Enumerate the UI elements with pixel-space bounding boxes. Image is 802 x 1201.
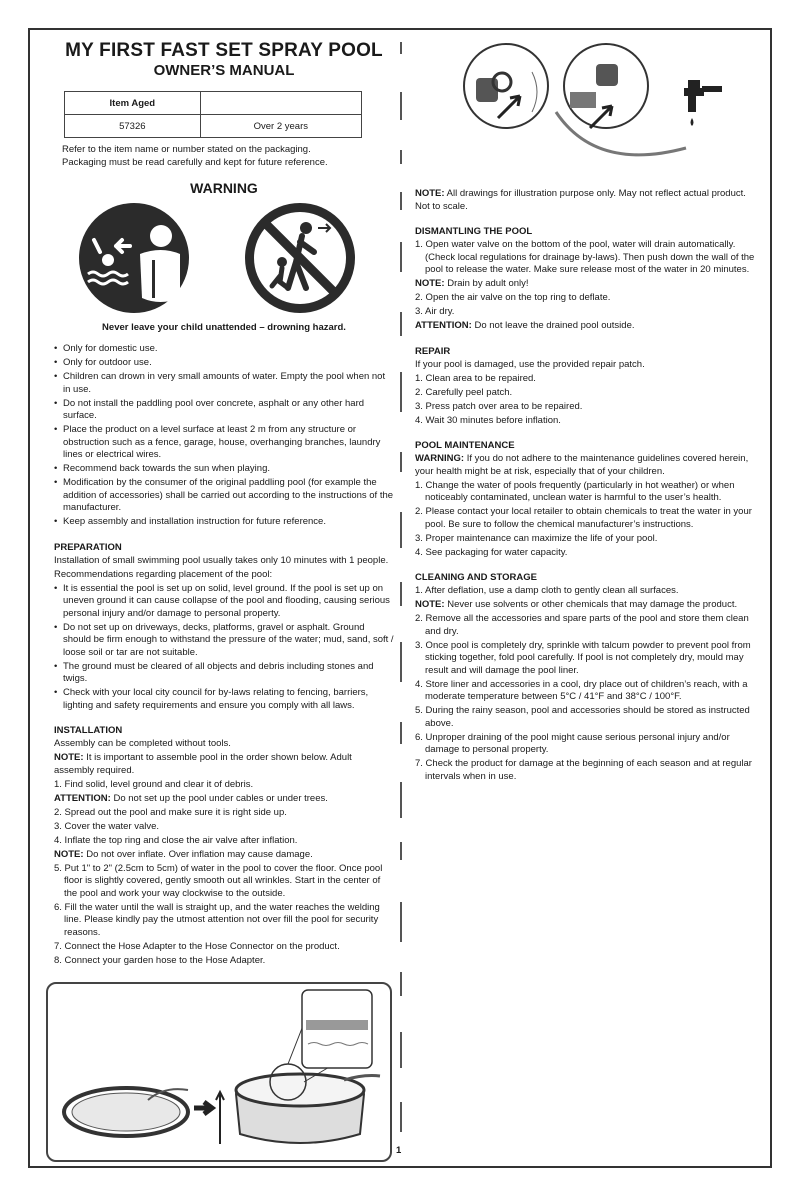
list-item: • Do not install the paddling pool over concrete, asphalt or any other hard surface. [54,398,394,423]
attention-paragraph [415,320,755,333]
section-heading: POOL MAINTENANCE [415,440,515,451]
step: 2. Carefully peel patch. [415,386,513,398]
step: 4. See packaging for water capacity. [415,546,568,558]
intro-note: Refer to the item name or number stated on the packaging. [62,144,311,155]
placement-list [54,583,394,713]
intro-note: Packaging must be read carefully and kept for future reference. [62,156,328,168]
setup-illustration [46,982,392,1162]
dismantling-steps [415,239,755,277]
step: 5. During the rainy season, pool and accessories should be stored as instructed above. [415,705,750,729]
column-divider [400,42,402,1162]
step: 3. Cover the water valve. [54,820,160,832]
warning-text: If you do not adhere to the maintenance guidelines covered herein, your health might be at risk, especially that of your children. [415,453,749,477]
list-item: • Modification by the consumer of the original paddling pool (for example the addition of accessories) shall be carried out according to the instructions of the manufacturer. [54,477,394,515]
note-text: Do not over inflate. Over inflation may cause damage. [83,848,313,860]
note-text: Never use solvents or other chemicals that may damage the product. [444,599,738,610]
step: 1. Find solid, level ground and clear it of debris. [54,778,254,790]
cleaning-steps [415,613,755,783]
paragraph: If your pool is damaged, use the provided repair patch. [415,358,645,370]
step: 4. Wait 30 minutes before inflation. [415,414,561,426]
no-unattended-child-icon [244,202,356,314]
attention-paragraph [54,793,394,806]
warning-paragraph [415,453,755,478]
step: 7. Connect the Hose Adapter to the Hose Connector on the product. [54,940,340,952]
step: 3. Proper maintenance can maximize the life of your pool. [415,532,658,544]
step: 1. After deflation, use a damp cloth to gently clean all surfaces. [415,585,679,596]
supervise-child-in-water-icon [78,202,190,314]
step: 2. Open the air valve on the top ring to deflate. [415,292,611,303]
drawing-note [415,188,755,213]
section-heading: CLEANING AND STORAGE [415,572,537,583]
maintenance-steps [415,480,755,560]
step: 5. Put 1" to 2" (2.5cm to 5cm) of water in the pool to cover the floor. Once pool floor is slightly covered, gently smooth out all wrinkles. Start in the center of the pool and work your way clockwise to the outside. [54,862,383,899]
paragraph: Installation of small swimming pool usually takes only 10 minutes with 1 people. [54,554,389,566]
attention-label: ATTENTION: [54,792,111,804]
manual-title: MY FIRST FAST SET SPRAY POOL [65,40,383,61]
note-paragraph [415,599,755,612]
step: 6. Fill the water until the wall is straight up, and the water reaches the welding line. Please kindly pay the utmost attention not over fill the pool for security reasons. [54,901,380,938]
step: 2. Please contact your local retailer to obtain chemicals to treat the water in your pool. Be sure to follow the chemical manufacturer’s instructions. [415,506,752,530]
install-steps [54,807,394,848]
step: 2. Remove all the accessories and spare parts of the pool and store them clean and dry. [415,613,749,637]
note-label: NOTE: [54,848,84,860]
right-column [415,188,755,785]
page-number: 1 [396,1145,402,1156]
note-label: NOTE: [415,278,445,289]
step: 3. Air dry. [415,306,455,317]
item-table-header: Item Aged [65,92,201,115]
note-label: NOTE: [415,599,445,610]
list-item: • Keep assembly and installation instruction for future reference. [54,516,394,529]
list-item: • Recommend back towards the sun when playing. [54,463,394,476]
list-item: • Do not set up on driveways, decks, platforms, gravel or asphalt. Ground should be firm enough to withstand the pressure of the water; mud, sand, soft / loose soil or tar are not suitable. [54,622,394,660]
note-label: NOTE: [415,188,445,199]
step: 4. Store liner and accessories in a cool, dry place out of children’s reach, with a moderate temperature between 5°C / 41°F and 38°C / 100°F. [415,678,748,702]
step: 6. Unproper draining of the pool might cause serious personal injury and/or damage to personal property. [415,731,730,755]
list-item: • It is essential the pool is set up on solid, level ground. If the pool is set up on uneven ground it can cause collapse of the pool and flooding, causing serious personal injury and/or damage to personal property. [54,583,394,621]
step: 3. Once pool is completely dry, sprinkle with talcum powder to prevent pool from sticking together, fold pool carefully. If pool is not completely dry, mould may result and will damage the pool liner. [415,639,751,676]
step: 1. Open water valve on the bottom of the pool, water will drain automatically. (Check local regulations for drainage by-laws). Then push down the wall of the pool to release the water. Make sure release most of the water in 20 minutes. [415,239,755,275]
step: 4. Inflate the top ring and close the air valve after inflation. [54,834,298,846]
paragraph: Recommendations regarding placement of the pool: [54,568,273,580]
item-table-header [200,92,361,115]
attention-label: ATTENTION: [415,320,472,331]
section-heading: REPAIR [415,345,451,357]
step: 2. Spread out the pool and make sure it is right side up. [54,806,287,818]
manual-subtitle: OWNER’S MANUAL [153,62,295,79]
section-heading: PREPARATION [54,541,122,553]
list-item: • Children can drown in very small amounts of water. Empty the pool when not in use. [54,371,394,396]
item-table [64,91,362,138]
hose-connection-drawing [462,42,728,170]
list-item: • Only for domestic use. [54,343,394,356]
dismantling-steps [415,292,755,319]
hose-illustration [462,42,728,170]
repair-steps [415,373,755,428]
note-text: Drain by adult only! [444,278,529,289]
list-item: • The ground must be cleared of all objects and debris including stones and twigs. [54,661,394,686]
install-steps [54,863,394,968]
step: 8. Connect your garden hose to the Hose Adapter. [54,954,266,966]
note-label: NOTE: [54,752,84,763]
list-item: • Check with your local city council for by-laws relating to fencing, barriers, lighting and safety requirements and ensure you comply with all laws. [54,687,394,712]
list-item: • Place the product on a level surface at least 2 m from any structure or obstruction such as a fence, garage, house, overhanging branches, laundry lines or electrical wires. [54,424,394,462]
safety-list [54,343,394,529]
step: 3. Press patch over area to be repaired. [415,400,583,412]
attention-text: Do not set up the pool under cables or under trees. [110,792,328,804]
section-heading: DISMANTLING THE POOL [415,226,533,237]
warning-caption: Never leave your child unattended – drowning hazard. [102,322,346,333]
step: 1. Change the water of pools frequently (particularly in hot weather) or when noticeably contaminated, unclean water is harmful to the user’s health. [415,479,735,503]
attention-text: Do not leave the drained pool outside. [471,320,635,331]
item-number: 57326 [65,115,201,138]
note-paragraph [54,752,394,777]
left-column [54,40,394,969]
note-text: It is important to assemble pool in the order shown below. Adult assembly required. [54,752,352,776]
note-text: All drawings for illustration purpose only. May not reflect actual product. Not to scale. [415,188,746,212]
note-paragraph [54,849,394,862]
step: 1. Clean area to be repaired. [415,372,536,384]
note-paragraph [415,278,755,291]
step: 7. Check the product for damage at the beginning of each season and at regular intervals when in use. [415,758,752,782]
warning-icons [54,202,394,314]
section-heading: INSTALLATION [54,725,123,736]
warning-label: WARNING: [415,453,465,464]
paragraph: Assembly can be completed without tools. [54,738,231,749]
warning-title: WARNING [190,180,258,196]
list-item: • Only for outdoor use. [54,357,394,370]
pool-setup-drawing [48,984,390,1160]
item-age: Over 2 years [200,115,361,138]
